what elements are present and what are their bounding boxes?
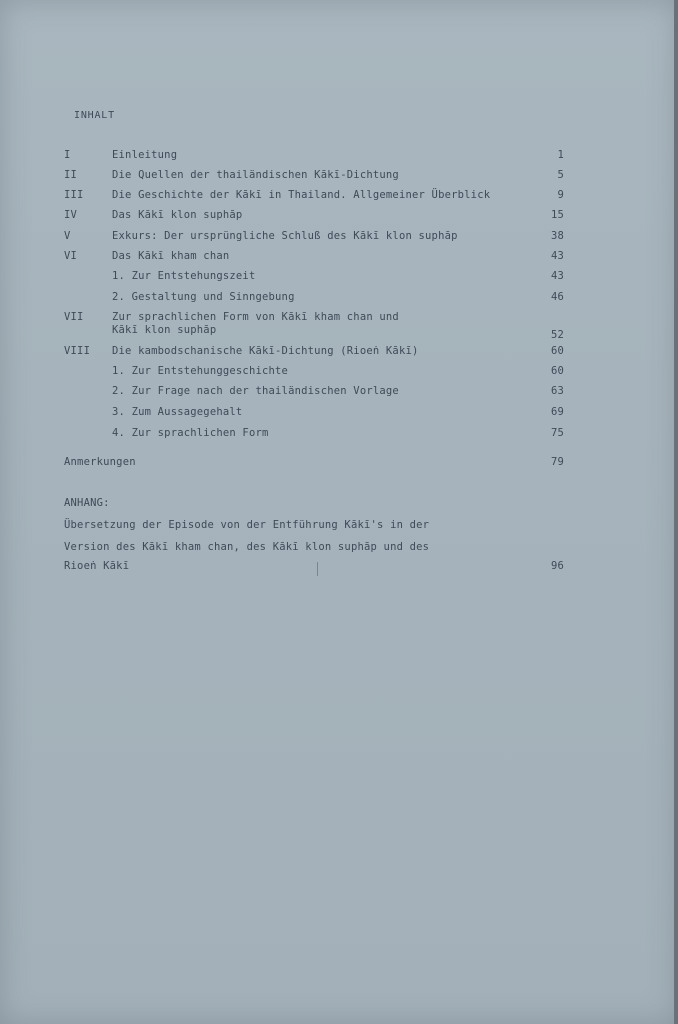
toc-entry [64, 188, 564, 202]
entry-title: Zur sprachlichen Form von Kākī kham chan und [112, 311, 399, 323]
entry-page: 60 [550, 365, 564, 377]
entry-title: Das Kākī klon suphāp [112, 209, 243, 221]
entry-title: Das Kākī kham chan [112, 250, 230, 262]
entry-page: 63 [550, 385, 564, 397]
entry-title: 2. Zur Frage nach der thailändischen Vorlage [112, 385, 399, 397]
entry-page: 38 [550, 230, 564, 242]
entry-page: 15 [550, 209, 564, 221]
entry-title: Die Geschichte der Kākī in Thailand. Allgemeiner Überblick [112, 189, 491, 201]
toc-entry [64, 208, 564, 222]
notes-title: Anmerkungen [64, 456, 136, 468]
pencil-mark [317, 562, 318, 576]
entry-number: IV [64, 209, 78, 221]
entry-title: 4. Zur sprachlichen Form [112, 427, 269, 439]
entry-page: 60 [550, 345, 564, 357]
entry-page: 52 [550, 329, 564, 341]
entry-number: V [64, 230, 71, 242]
entry-page: 75 [550, 427, 564, 439]
appendix-page: 96 [550, 560, 564, 572]
entry-number: II [64, 169, 78, 181]
toc-subentry [64, 364, 564, 378]
entry-title: Einleitung [112, 149, 178, 161]
entry-page: 46 [550, 291, 564, 303]
toc-entry [64, 148, 564, 162]
appendix-line-2: Version des Kākī kham chan, des Kākī klon suphāp und des [64, 541, 430, 553]
toc-subentry [64, 384, 564, 398]
toc-heading: INHALT [74, 110, 115, 121]
entry-page: 9 [557, 189, 564, 201]
toc-entry [64, 310, 564, 324]
entry-number: III [64, 189, 84, 201]
entry-title: Die kambodschanische Kākī-Dichtung (Rioeṅ Kākī) [112, 345, 419, 357]
toc-subentry [64, 290, 564, 304]
toc-notes [64, 455, 564, 469]
entry-page: 43 [550, 250, 564, 262]
entry-title: Exkurs: Der ursprüngliche Schluß des Kākī klon suphāp [112, 230, 458, 242]
entry-title: Kākī klon suphāp [112, 324, 217, 336]
entry-number: VIII [64, 345, 91, 357]
entry-page: 5 [557, 169, 564, 181]
entry-number: VII [64, 311, 84, 323]
toc-entry [64, 168, 564, 182]
entry-page: 69 [550, 406, 564, 418]
entry-title: Die Quellen der thailändischen Kākī-Dichtung [112, 169, 399, 181]
notes-page: 79 [550, 456, 564, 468]
entry-number: VI [64, 250, 78, 262]
appendix-label: ANHANG: [64, 497, 110, 509]
entry-title: 3. Zum Aussagegehalt [112, 406, 243, 418]
toc-entry-continuation [64, 323, 564, 341]
toc-entry [64, 249, 564, 263]
entry-page: 1 [557, 149, 564, 161]
entry-title: 2. Gestaltung und Sinngebung [112, 291, 295, 303]
entry-page: 43 [550, 270, 564, 282]
toc-entry [64, 229, 564, 243]
page-edge [674, 0, 678, 1024]
entry-title: 1. Zur Entstehunggeschichte [112, 365, 289, 377]
toc-entry [64, 344, 564, 358]
appendix-line-1: Übersetzung der Episode von der Entführung Kākī's in der [64, 519, 430, 531]
entry-number: I [64, 149, 71, 161]
toc-subentry [64, 269, 564, 283]
toc-subentry [64, 405, 564, 419]
entry-title: 1. Zur Entstehungszeit [112, 270, 256, 282]
toc-subentry [64, 426, 564, 440]
appendix-line-3: Rioeṅ Kākī [64, 560, 130, 572]
